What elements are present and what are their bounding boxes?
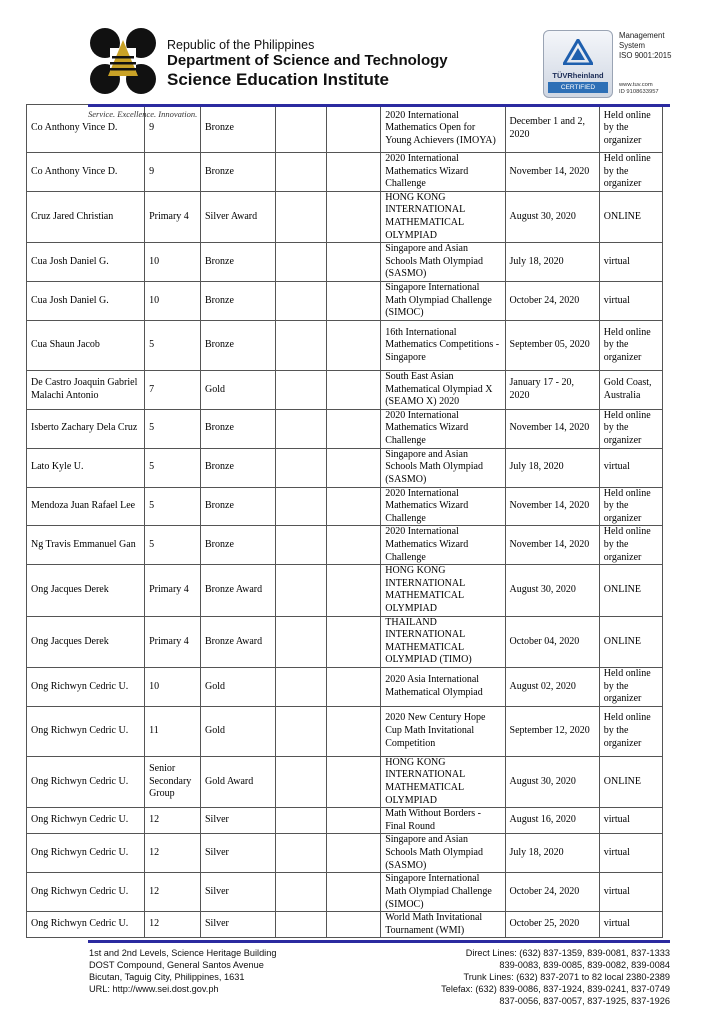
venue-cell: virtual [599,834,662,873]
award-cell: Bronze [201,105,276,153]
participant-name-cell: Ng Travis Emmanuel Gan [27,526,145,565]
participant-name-cell: Ong Richwyn Cedric U. [27,756,145,807]
empty-cell [327,320,381,370]
venue-cell: virtual [599,448,662,487]
table-row [27,153,663,192]
participant-name-cell: Ong Richwyn Cedric U. [27,873,145,912]
award-cell: Gold [201,706,276,756]
venue-cell: virtual [599,912,662,938]
mgmt-line: Management [619,31,665,40]
venue-cell: Held online by the organizer [599,105,662,153]
competition-name-cell: 2020 New Century Hope Cup Math Invitational Competition [381,706,505,756]
competition-date-cell: July 18, 2020 [505,834,599,873]
table-row [27,912,663,938]
empty-cell [275,873,327,912]
grade-level-cell: 5 [145,320,201,370]
venue-cell: Held online by the organizer [599,668,662,707]
url-line: URL: http://www.sei.dost.gov.ph [89,984,219,994]
contact-line: 837-0056, 837-0057, 837-1925, 837-1926 [499,996,670,1006]
award-cell: Silver [201,808,276,834]
competition-name-cell: Singapore and Asian Schools Math Olympiad (SASMO) [381,834,505,873]
empty-cell [327,912,381,938]
competition-name-cell: 2020 International Mathematics Wizard Challenge [381,526,505,565]
participant-name-cell: Ong Jacques Derek [27,565,145,616]
table-row [27,756,663,807]
mgmt-line: ISO 9001:2015 [619,51,672,60]
empty-cell [327,448,381,487]
empty-cell [327,243,381,282]
grade-level-cell: 11 [145,706,201,756]
grade-level-cell: Senior Secondary Group [145,756,201,807]
venue-cell: Held online by the organizer [599,487,662,526]
competition-name-cell: HONG KONG INTERNATIONAL MATHEMATICAL OLYMPIAD [381,191,505,242]
department-line: Department of Science and Technology [167,52,448,69]
contact-line: Telefax: (632) 839-0086, 837-1924, 839-0241, 837-0749 [441,984,670,994]
participant-name-cell: Ong Richwyn Cedric U. [27,706,145,756]
participant-name-cell: Cua Shaun Jacob [27,320,145,370]
venue-cell: Gold Coast, Australia [599,370,662,409]
venue-cell: Held online by the organizer [599,153,662,192]
award-cell: Gold [201,370,276,409]
empty-cell [327,706,381,756]
venue-cell: virtual [599,808,662,834]
empty-cell [275,834,327,873]
competition-date-cell: August 30, 2020 [505,191,599,242]
award-cell: Bronze [201,409,276,448]
grade-level-cell: 5 [145,487,201,526]
empty-cell [275,320,327,370]
participant-name-cell: Ong Jacques Derek [27,616,145,667]
empty-cell [275,756,327,807]
competition-date-cell: August 30, 2020 [505,565,599,616]
competition-date-cell: October 04, 2020 [505,616,599,667]
participant-name-cell: Ong Richwyn Cedric U. [27,668,145,707]
empty-cell [275,706,327,756]
competition-date-cell: July 18, 2020 [505,448,599,487]
tuv-id: ID 9108633957 [619,89,659,95]
table-row [27,191,663,242]
award-cell: Silver Award [201,191,276,242]
competition-date-cell: October 24, 2020 [505,282,599,321]
competition-name-cell: South East Asian Mathematical Olympiad X (SEAMO X) 2020 [381,370,505,409]
grade-level-cell: Primary 4 [145,616,201,667]
competition-name-cell: 2020 International Mathematics Wizard Challenge [381,153,505,192]
grade-level-cell: 12 [145,912,201,938]
contact-line: Direct Lines: (632) 837-1359, 839-0081, 837-1333 [465,948,670,958]
award-cell: Bronze [201,487,276,526]
table-row [27,243,663,282]
empty-cell [275,808,327,834]
table-row [27,487,663,526]
empty-cell [327,873,381,912]
tuv-web: www.tuv.com [619,82,653,88]
venue-cell: ONLINE [599,565,662,616]
participant-name-cell: Co Anthony Vince D. [27,105,145,153]
participant-name-cell: Ong Richwyn Cedric U. [27,834,145,873]
venue-cell: ONLINE [599,756,662,807]
empty-cell [275,526,327,565]
tuv-certification-badge [543,30,613,98]
award-cell: Gold Award [201,756,276,807]
table-row [27,526,663,565]
competition-name-cell: 16th International Mathematics Competitions - Singapore [381,320,505,370]
grade-level-cell: Primary 4 [145,565,201,616]
empty-cell [327,616,381,667]
venue-cell: Held online by the organizer [599,320,662,370]
competition-date-cell: October 24, 2020 [505,873,599,912]
grade-level-cell: 12 [145,873,201,912]
competition-name-cell: Singapore International Math Olympiad Challenge (SIMOC) [381,873,505,912]
award-cell: Bronze [201,320,276,370]
competition-date-cell: August 02, 2020 [505,668,599,707]
competition-name-cell: HONG KONG INTERNATIONAL MATHEMATICAL OLYMPIAD [381,756,505,807]
competition-name-cell: Math Without Borders - Final Round [381,808,505,834]
competition-date-cell: August 30, 2020 [505,756,599,807]
empty-cell [327,370,381,409]
competition-name-cell: 2020 Asia International Mathematical Olympiad [381,668,505,707]
grade-level-cell: 5 [145,448,201,487]
contact-line: Trunk Lines: (632) 837-2071 to 82 local 2380-2389 [463,972,670,982]
empty-cell [275,191,327,242]
empty-cell [327,756,381,807]
tagline: Service. Excellence. Innovation. [88,109,198,119]
competition-date-cell: December 1 and 2, 2020 [505,105,599,153]
empty-cell [275,282,327,321]
grade-level-cell: 9 [145,153,201,192]
participant-name-cell: De Castro Joaquin Gabriel Malachi Antonio [27,370,145,409]
competition-name-cell: Singapore International Math Olympiad Challenge (SIMOC) [381,282,505,321]
competition-date-cell: November 14, 2020 [505,526,599,565]
empty-cell [275,616,327,667]
contact-line: 839-0083, 839-0085, 839-0082, 839-0084 [499,960,670,970]
participant-name-cell: Ong Richwyn Cedric U. [27,912,145,938]
competition-name-cell: THAILAND INTERNATIONAL MATHEMATICAL OLYMPIAD (TIMO) [381,616,505,667]
award-cell: Bronze [201,526,276,565]
competition-date-cell: November 14, 2020 [505,487,599,526]
venue-cell: virtual [599,243,662,282]
grade-level-cell: 7 [145,370,201,409]
competition-name-cell: 2020 International Mathematics Wizard Challenge [381,409,505,448]
grade-level-cell: 5 [145,526,201,565]
grade-level-cell: 12 [145,808,201,834]
table-row [27,616,663,667]
address-line: Bicutan, Taguig City, Philippines, 1631 [89,972,245,982]
award-cell: Silver [201,912,276,938]
table-row [27,873,663,912]
competition-name-cell: 2020 International Mathematics Wizard Challenge [381,487,505,526]
award-cell: Bronze [201,282,276,321]
empty-cell [327,526,381,565]
empty-cell [275,153,327,192]
republic-line: Republic of the Philippines [167,38,315,52]
award-cell: Gold [201,668,276,707]
award-cell: Bronze [201,448,276,487]
award-cell: Silver [201,873,276,912]
competition-date-cell: October 25, 2020 [505,912,599,938]
competition-date-cell: November 14, 2020 [505,409,599,448]
address-line: 1st and 2nd Levels, Science Heritage Building [89,948,277,958]
empty-cell [275,487,327,526]
table-row [27,706,663,756]
empty-cell [275,370,327,409]
grade-level-cell: 10 [145,668,201,707]
mgmt-line: System [619,41,645,50]
competition-date-cell: September 05, 2020 [505,320,599,370]
venue-cell: Held online by the organizer [599,706,662,756]
table-row [27,409,663,448]
competition-name-cell: HONG KONG INTERNATIONAL MATHEMATICAL OLYMPIAD [381,565,505,616]
award-cell: Bronze Award [201,565,276,616]
participant-name-cell: Co Anthony Vince D. [27,153,145,192]
empty-cell [327,105,381,153]
empty-cell [327,668,381,707]
tuv-brand: TÜVRheinland [552,71,604,80]
grade-level-cell: 10 [145,282,201,321]
empty-cell [275,565,327,616]
empty-cell [275,105,327,153]
participant-name-cell: Lato Kyle U. [27,448,145,487]
empty-cell [327,487,381,526]
grade-level-cell: 12 [145,834,201,873]
empty-cell [327,409,381,448]
table-row [27,808,663,834]
empty-cell [275,668,327,707]
competition-date-cell: September 12, 2020 [505,706,599,756]
participant-name-cell: Mendoza Juan Rafael Lee [27,487,145,526]
table-row [27,834,663,873]
competition-date-cell: July 18, 2020 [505,243,599,282]
competition-name-cell: Singapore and Asian Schools Math Olympiad (SASMO) [381,448,505,487]
tuv-web-id [619,82,659,96]
footer-address [89,947,276,995]
header-text [167,38,448,90]
table-row [27,370,663,409]
competition-name-cell: Singapore and Asian Schools Math Olympiad (SASMO) [381,243,505,282]
grade-level-cell: 10 [145,243,201,282]
grade-level-cell: 9 [145,105,201,153]
empty-cell [275,912,327,938]
grade-level-cell: Primary 4 [145,191,201,242]
participant-name-cell: Isberto Zachary Dela Cruz [27,409,145,448]
iso-text [619,31,671,61]
empty-cell [327,153,381,192]
empty-cell [327,834,381,873]
table-row [27,448,663,487]
empty-cell [275,448,327,487]
competition-name-cell: 2020 International Mathematics Open for Young Achievers (IMOYA) [381,105,505,153]
competition-date-cell: January 17 - 20, 2020 [505,370,599,409]
venue-cell: Held online by the organizer [599,526,662,565]
tuv-triangle-icon [563,39,593,65]
footer-contacts [441,947,670,1007]
header-rule [88,104,670,107]
venue-cell: ONLINE [599,616,662,667]
footer-rule [88,940,670,943]
competition-name-cell: World Math Invitational Tournament (WMI) [381,912,505,938]
table-row [27,282,663,321]
table-row [27,320,663,370]
venue-cell: ONLINE [599,191,662,242]
award-cell: Bronze [201,243,276,282]
award-cell: Silver [201,834,276,873]
grade-level-cell: 5 [145,409,201,448]
empty-cell [327,282,381,321]
participant-name-cell: Cua Josh Daniel G. [27,243,145,282]
table-row [27,565,663,616]
empty-cell [327,565,381,616]
dost-sei-logo [88,26,158,96]
participant-name-cell: Ong Richwyn Cedric U. [27,808,145,834]
venue-cell: Held online by the organizer [599,409,662,448]
award-cell: Bronze [201,153,276,192]
empty-cell [275,243,327,282]
competition-date-cell: November 14, 2020 [505,153,599,192]
certified-label: CERTIFIED [548,82,608,93]
venue-cell: virtual [599,282,662,321]
empty-cell [275,409,327,448]
participant-name-cell: Cruz Jared Christian [27,191,145,242]
participant-name-cell: Cua Josh Daniel G. [27,282,145,321]
address-line: DOST Compound, General Santos Avenue [89,960,264,970]
competition-results-table [26,104,663,938]
empty-cell [327,191,381,242]
venue-cell: virtual [599,873,662,912]
empty-cell [327,808,381,834]
institute-line: Science Education Institute [167,70,389,89]
award-cell: Bronze Award [201,616,276,667]
competition-date-cell: August 16, 2020 [505,808,599,834]
table-row [27,668,663,707]
